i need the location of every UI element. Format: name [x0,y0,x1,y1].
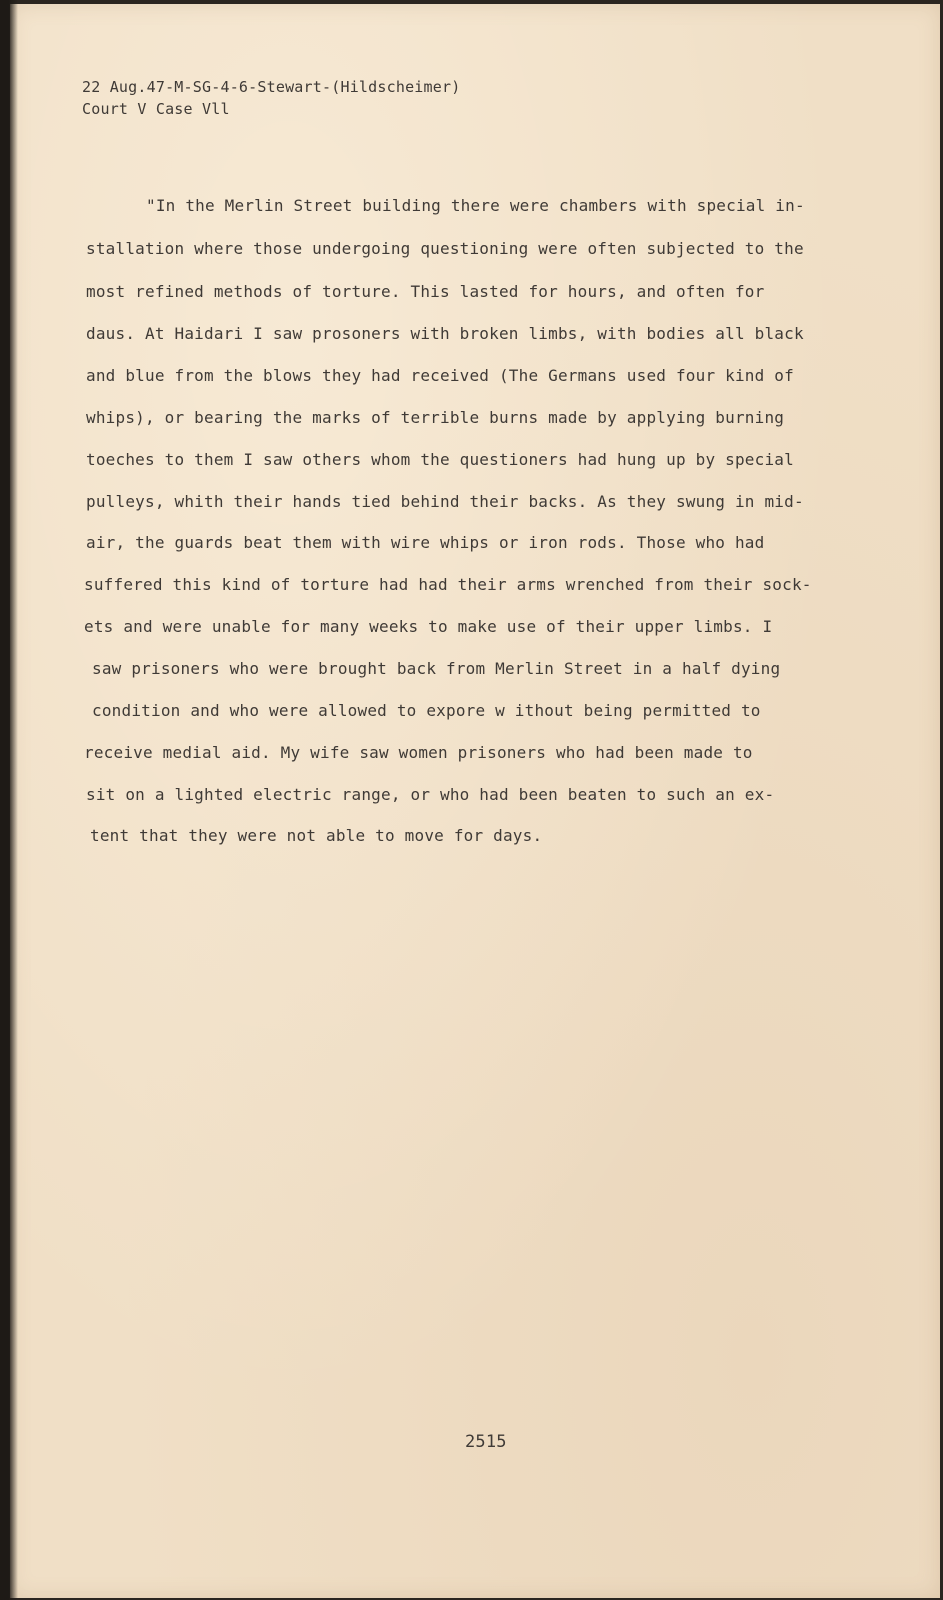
body-line: sit on a lighted electric range, or who had been beaten to such an ex- [86,785,775,804]
body-line: tent that they were not able to move for days. [90,826,543,845]
body-line: receive medial aid. My wife saw women prisoners who had been made to [84,743,753,762]
page-number: 2515 [465,1432,507,1452]
body-line: air, the guards beat them with wire whips or iron rods. Those who had [86,533,765,552]
body-line: and blue from the blows they had received (The Germans used four kind of [86,366,794,385]
body-line: suffered this kind of torture had had their arms wrenched from their sock- [84,575,812,594]
body-line: toeches to them I saw others whom the questioners had hung up by special [86,450,794,469]
header-reference-line: 22 Aug.47-M-SG-4-6-Stewart-(Hildscheimer) [82,78,461,96]
body-line: saw prisoners who were brought back from Merlin Street in a half dying [92,659,781,678]
body-line: condition and who were allowed to expore w ithout being permitted to [92,701,761,720]
body-line: whips), or bearing the marks of terrible burns made by applying burning [86,408,785,427]
body-line: "In the Merlin Street building there were chambers with special in- [146,196,805,215]
header-court-line: Court V Case Vll [82,100,230,118]
body-line: ets and were unable for many weeks to make use of their upper limbs. I [84,617,773,636]
body-line: stallation where those undergoing questioning were often subjected to the [86,239,804,258]
body-line: most refined methods of torture. This lasted for hours, and often for [86,282,765,301]
body-line: daus. At Haidari I saw prosoners with broken limbs, with bodies all black [86,324,804,343]
body-line: pulleys, whith their hands tied behind their backs. As they swung in mid- [86,492,804,511]
